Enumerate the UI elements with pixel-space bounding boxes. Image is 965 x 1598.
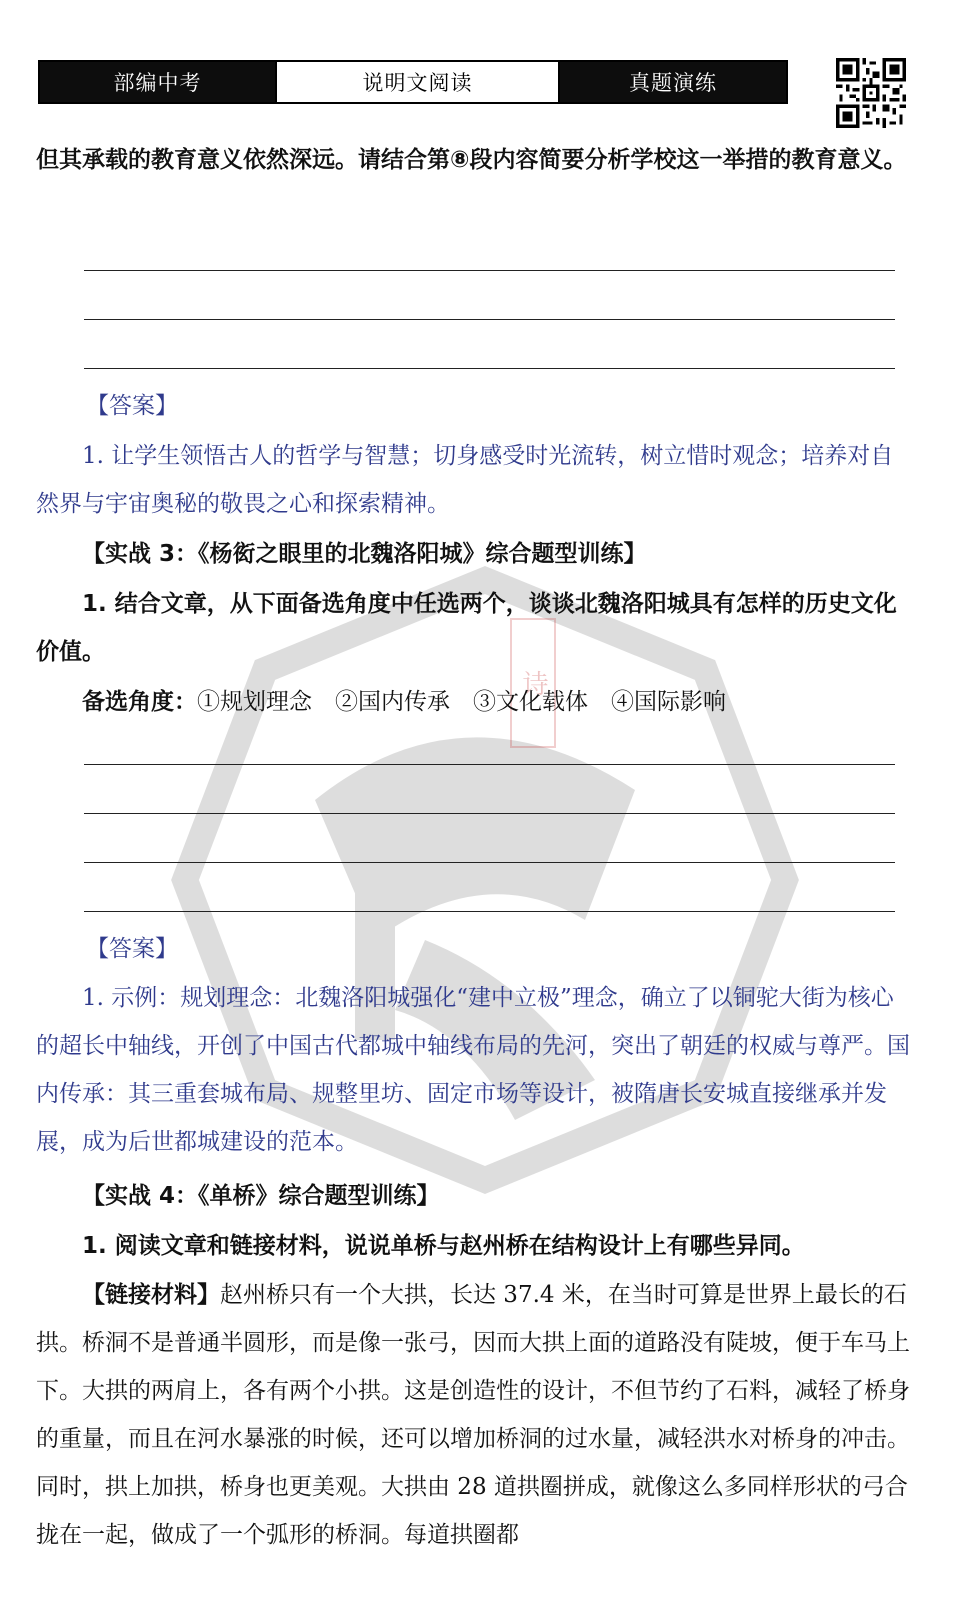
answer-line (84, 368, 895, 369)
material-label: 【链接材料】 (82, 1282, 220, 1308)
section-4-heading: 【实战 4：《单桥》综合题型训练】 (82, 1183, 440, 1209)
header-tab-reading: 说明文阅读 (275, 62, 560, 102)
options-list: ①规划理念 ②国内传承 ③文化载体 ④国际影响 (197, 689, 726, 715)
question-previous: 但其承载的教育意义依然深远。请结合第⑧段内容简要分析学校这一举措的教育意义。 (36, 147, 907, 173)
answer-line (84, 319, 895, 320)
qr-code-icon (836, 58, 906, 128)
header-bar (38, 60, 788, 104)
header-tab-exam: 部编中考 (40, 62, 275, 102)
answer-1-text: 1. 让学生领悟古人的哲学与智慧；切身感受时光流转，树立惜时观念；培养对自然界与宇宙奥秘的敬畏之心和探索精神。 (36, 443, 894, 517)
answer-line (84, 813, 895, 814)
answer-tag: 【答案】 (86, 393, 178, 419)
section-3-options (36, 678, 914, 726)
section-4-question: 1. 阅读文章和链接材料，说说单桥与赵州桥在结构设计上有哪些异同。 (82, 1233, 805, 1259)
answer-3-text: 1. 示例：规划理念：北魏洛阳城强化“建中立极”理念，确立了以铜驼大街为核心的超长中轴线，开创了中国古代都城中轴线布局的先河，突出了朝廷的权威与尊严。国内传承：其三重套城布局、规整里坊、固定市场等设计，被隋唐长安城直接继承并发展，成为后世都城建设的范本。 (36, 985, 910, 1155)
answer-line (84, 270, 895, 271)
material-text: 赵州桥只有一个大拱，长达 37.4 米，在当时可算是世界上最长的石拱。桥洞不是普通半圆形，而是像一张弓，因而大拱上面的道路没有陡坡，便于车马上下。大拱的两肩上，各有两个小拱。这是创造性的设计，不但节约了石料，减轻了桥身的重量，而且在河水暴涨的时候，还可以增加桥洞的过水量，减轻洪水对桥身的冲击。同时，拱上加拱，桥身也更美观。大拱由 28 道拱圈拼成，就像这么多同样形状的弓合拢在一起，做成了一个弧形的桥洞。每道拱圈都 (36, 1282, 910, 1548)
section-3-heading: 【实战 3：《杨衒之眼里的北魏洛阳城》综合题型训练】 (82, 541, 647, 567)
header-tab-practice: 真题演练 (560, 62, 786, 102)
answer-tag: 【答案】 (86, 936, 178, 962)
answer-line (84, 911, 895, 912)
options-label: 备选角度： (82, 689, 197, 715)
section-3-question: 1. 结合文章，从下面备选角度中任选两个，谈谈北魏洛阳城具有怎样的历史文化价值。 (36, 591, 897, 665)
watermark-stamp: 诗 (510, 618, 556, 748)
answer-line (84, 862, 895, 863)
section-4-material (36, 1271, 914, 1559)
answer-line (84, 764, 895, 765)
